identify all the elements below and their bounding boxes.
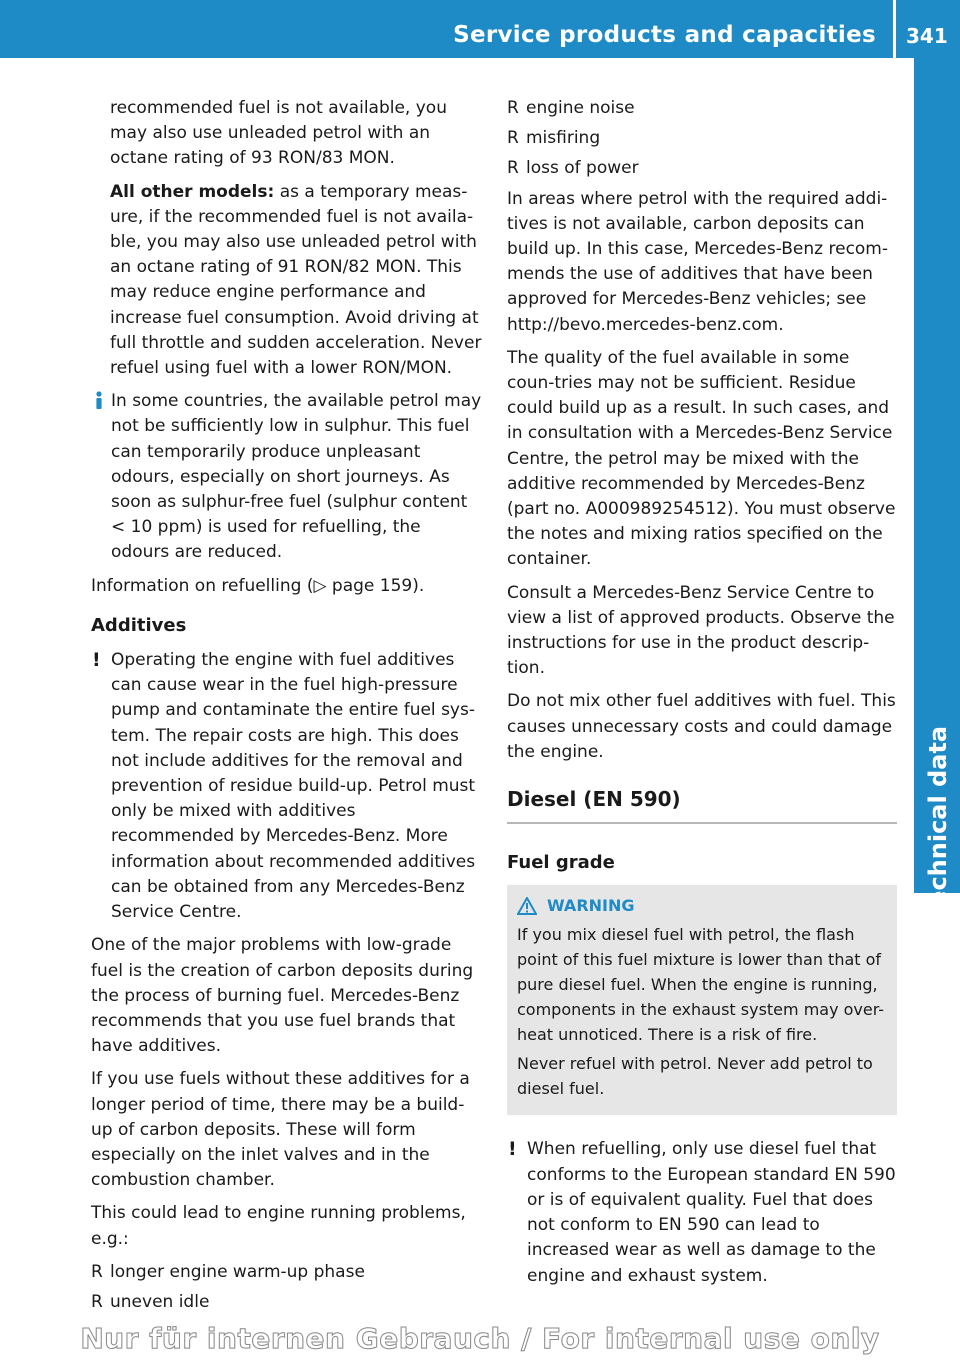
paragraph	[91, 180, 483, 382]
list-item	[507, 126, 897, 151]
info-note-text: In some countries, the available petrol may not be sufficiently low in sulphur. This fuel can temporarily produce unpleasant odours, especially on short journeys. As soon as sulphur-free fuel (sulphur content < 10 ppm) is used for refuelling, the odours are reduced.	[111, 391, 482, 563]
list-item-text: longer engine warm-up phase	[110, 1261, 365, 1282]
diesel-caution-note	[507, 1137, 897, 1288]
warning-triangle-icon	[517, 897, 537, 915]
additives-caution-note	[91, 648, 483, 925]
warning-title: WARNING	[547, 896, 635, 916]
page-number: 341	[906, 24, 948, 48]
warning-text: Never refuel with petrol. Never add petrol to diesel fuel.	[517, 1054, 873, 1099]
paragraph: recommended fuel is not available, you may also use unleaded petrol with an octane rating of 93 RON/83 MON.	[110, 98, 447, 169]
info-icon	[91, 391, 107, 409]
chapter-tab[interactable]	[914, 58, 960, 920]
bullet-icon: R	[507, 158, 519, 179]
caution-note-text: When refuelling, only use diesel fuel that conforms to the European standard EN 590 or is of equivalent quality. Fuel that does not conform to EN 590 can lead to increased wear as well as damage to the engine and exhaust system.	[527, 1139, 896, 1286]
bullet-icon: R	[91, 1291, 103, 1312]
caution-icon: !	[508, 1138, 517, 1161]
paragraph: In areas where petrol with the required addi-tives is not available, carbon deposits can build up. In this case, Mercedes-Benz recom-mends the use of additives that have been approved for Mercedes-Benz vehicles; see http://bevo.mercedes-benz.com.	[507, 188, 889, 335]
paragraph-text: as a temporary meas-ure, if the recommended fuel is not availa-ble, you may also use unleaded petrol with an octane rating of 91 RON/82 MON. This may reduce engine performance and increase fuel consumption. Avoid driving at full throttle and sudden acceleration. Never refuel using fuel with a lower RON/MON.	[110, 181, 482, 379]
warning-header	[517, 893, 887, 918]
left-column	[91, 96, 483, 1320]
list-item	[507, 156, 897, 181]
caution-icon: !	[92, 649, 101, 672]
diesel-heading: Diesel (EN 590)	[507, 787, 897, 824]
fuel-grade-heading: Fuel grade	[507, 852, 615, 874]
bullet-icon: R	[507, 128, 519, 149]
paragraph: This could lead to engine running problems, e.g.:	[91, 1203, 466, 1249]
paragraph: The quality of the fuel available in some coun-tries may not be sufficient. Residue could build up as a result. In such cases, and in consultation with a Mercedes-Benz Service Centre, the petrol may be mixed with the additive recommended by Mercedes-Benz (part no. A000989254512). You must observe the notes and mixing ratios specified on the container.	[507, 347, 896, 570]
paragraph: One of the major problems with low-grade fuel is the creation of carbon deposits during the process of burning fuel. Mercedes-Benz recommends that you use fuel brands that have additives.	[91, 935, 474, 1057]
paragraph: If you use fuels without these additives for a longer period of time, there may be a build-up of carbon deposits. These will form especially on the inlet valves and in the combustion chamber.	[91, 1069, 470, 1191]
bold-label: All other models:	[110, 181, 275, 202]
right-column	[507, 96, 897, 1297]
bullet-icon: R	[507, 98, 519, 118]
section-title: Service products and capacities	[453, 22, 876, 48]
list-item-text: uneven idle	[110, 1291, 210, 1312]
header-bar	[0, 0, 960, 58]
paragraph: Do not mix other fuel additives with fuel. This causes unnecessary costs and could damage the engine.	[507, 691, 896, 762]
list-item	[91, 1290, 483, 1315]
list-item	[507, 96, 897, 121]
list-item	[91, 1260, 483, 1285]
chapter-tab-label: Technical data	[924, 725, 952, 920]
header-separator	[893, 0, 896, 58]
list-item-text: loss of power	[526, 158, 639, 179]
warning-box	[507, 885, 897, 1115]
refuelling-reference[interactable]: Information on refuelling (▷ page 159).	[91, 575, 425, 596]
caution-note-text: Operating the engine with fuel additives can cause wear in the fuel high-pressure pump and contaminate the entire fuel sys-tem. The repair costs are high. This does not include additives for the removal and prevention of residue build-up. Petrol must only be mixed with additives recommended by Mercedes-Benz. More information about recommended additives can be obtained from any Mercedes-Benz Service Centre.	[111, 650, 476, 923]
list-item-text: engine noise	[526, 98, 635, 118]
warning-text: If you mix diesel fuel with petrol, the flash point of this fuel mixture is lower than that of pure diesel fuel. When the engine is running, components in the exhaust system may over-heat unnoticed. There is a risk of fire.	[517, 925, 885, 1045]
bullet-icon: R	[91, 1261, 103, 1282]
internal-use-watermark: Nur für internen Gebrauch / For internal use only	[80, 1322, 880, 1355]
list-item-text: misfiring	[526, 128, 601, 149]
paragraph: Consult a Mercedes-Benz Service Centre to view a list of approved products. Observe the instructions for use in the product descrip-tion.	[507, 582, 895, 679]
info-note	[91, 389, 483, 565]
additives-heading: Additives	[91, 614, 187, 636]
